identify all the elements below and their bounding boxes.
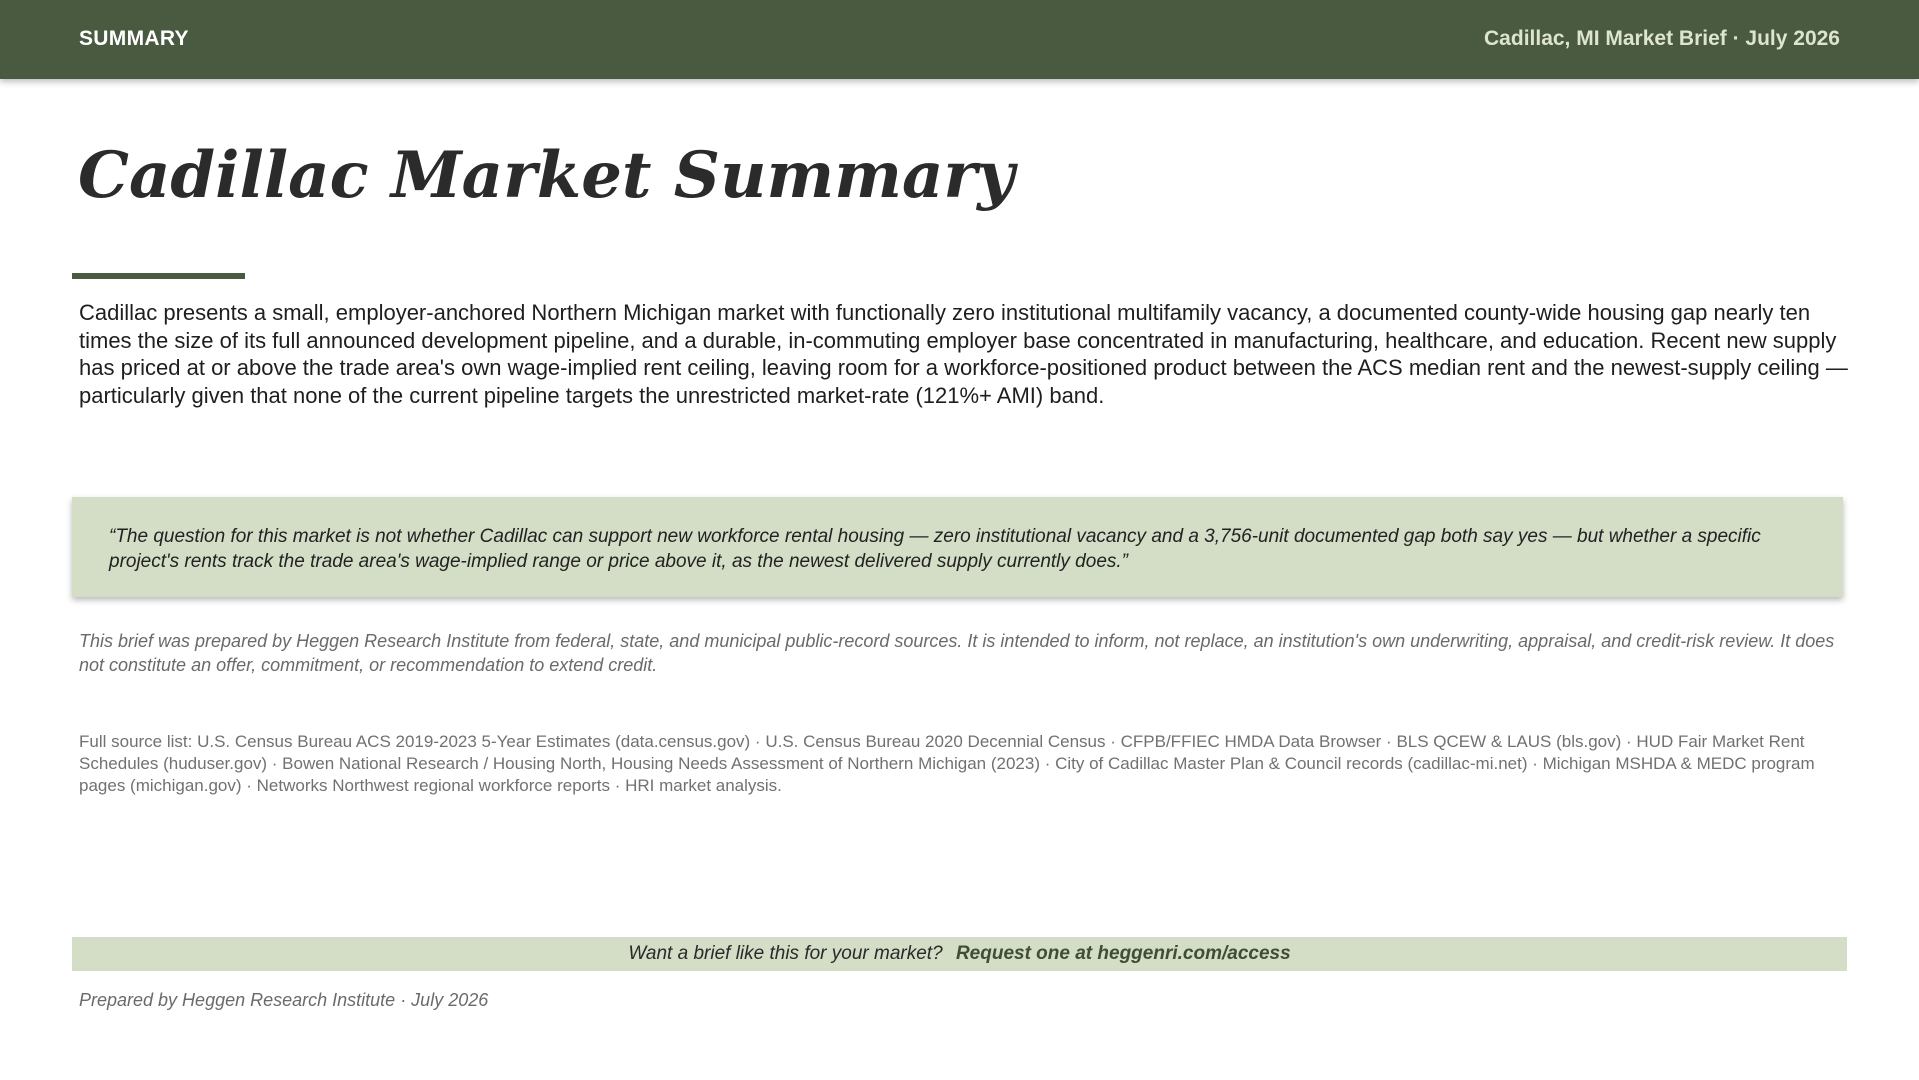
section-label: SUMMARY: [79, 27, 189, 50]
title-underline: [72, 273, 245, 279]
pull-quote-box: [72, 497, 1843, 597]
header-bar: [0, 0, 1919, 79]
brief-title: Cadillac, MI Market Brief · July 2026: [1484, 27, 1840, 50]
summary-paragraph: Cadillac presents a small, employer-anchored Northern Michigan market with functionally zero institutional multifamily vacancy, a documented county-wide housing gap nearly ten times the size of its full announced development pipeline, and a durable, in-commuting employer base concentrated in manufacturing, healthcare, and education. Recent new supply has priced at or above the trade area's own wage-implied rent ceiling, leaving room for a workforce-positioned product between the ACS median rent and the newest-supply ceiling — particularly given that none of the current pipeline targets the unrestricted market-rate (121%+ AMI) band.: [79, 300, 1848, 408]
cta-bar: [72, 937, 1847, 971]
page-title: Cadillac Market Summary: [78, 138, 1015, 213]
cta-prompt: Want a brief like this for your market?: [628, 943, 943, 964]
source-list: Full source list: U.S. Census Bureau ACS 2019-2023 5-Year Estimates (data.census.gov) · U.S. Census Bureau 2020 Decennial Census · CFPB/FFIEC HMDA Data Browser · BLS QCEW & LAUS (bls.gov) · HUD Fair Market Rent Schedules (huduser.gov) · Bowen National Research / Housing North, Housing Needs Assessment of Northern Michigan (2023) · City of Cadillac Master Plan & Council records (cadillac-mi.net) · Michigan MSHDA & MEDC program pages (michigan.gov) · Networks Northwest regional workforce reports · HRI market analysis.: [79, 732, 1815, 795]
pull-quote-text: “The question for this market is not whether Cadillac can support new workforce rental housing — zero institutional vacancy and a 3,756-unit documented gap both say yes — but whether a specific project's rents track the trade area's wage-implied range or price above it, as the newest delivered supply currently does.”: [109, 526, 1761, 572]
disclaimer-text: This brief was prepared by Heggen Research Institute from federal, state, and municipal public-record sources. It is intended to inform, not replace, an institution's own underwriting, appraisal, and credit-risk review. It does not constitute an offer, commitment, or recommendation to extend credit.: [79, 631, 1835, 675]
footer-credit: Prepared by Heggen Research Institute · July 2026: [79, 990, 489, 1010]
cta-link[interactable]: Request one at heggenri.com/access: [955, 943, 1291, 964]
